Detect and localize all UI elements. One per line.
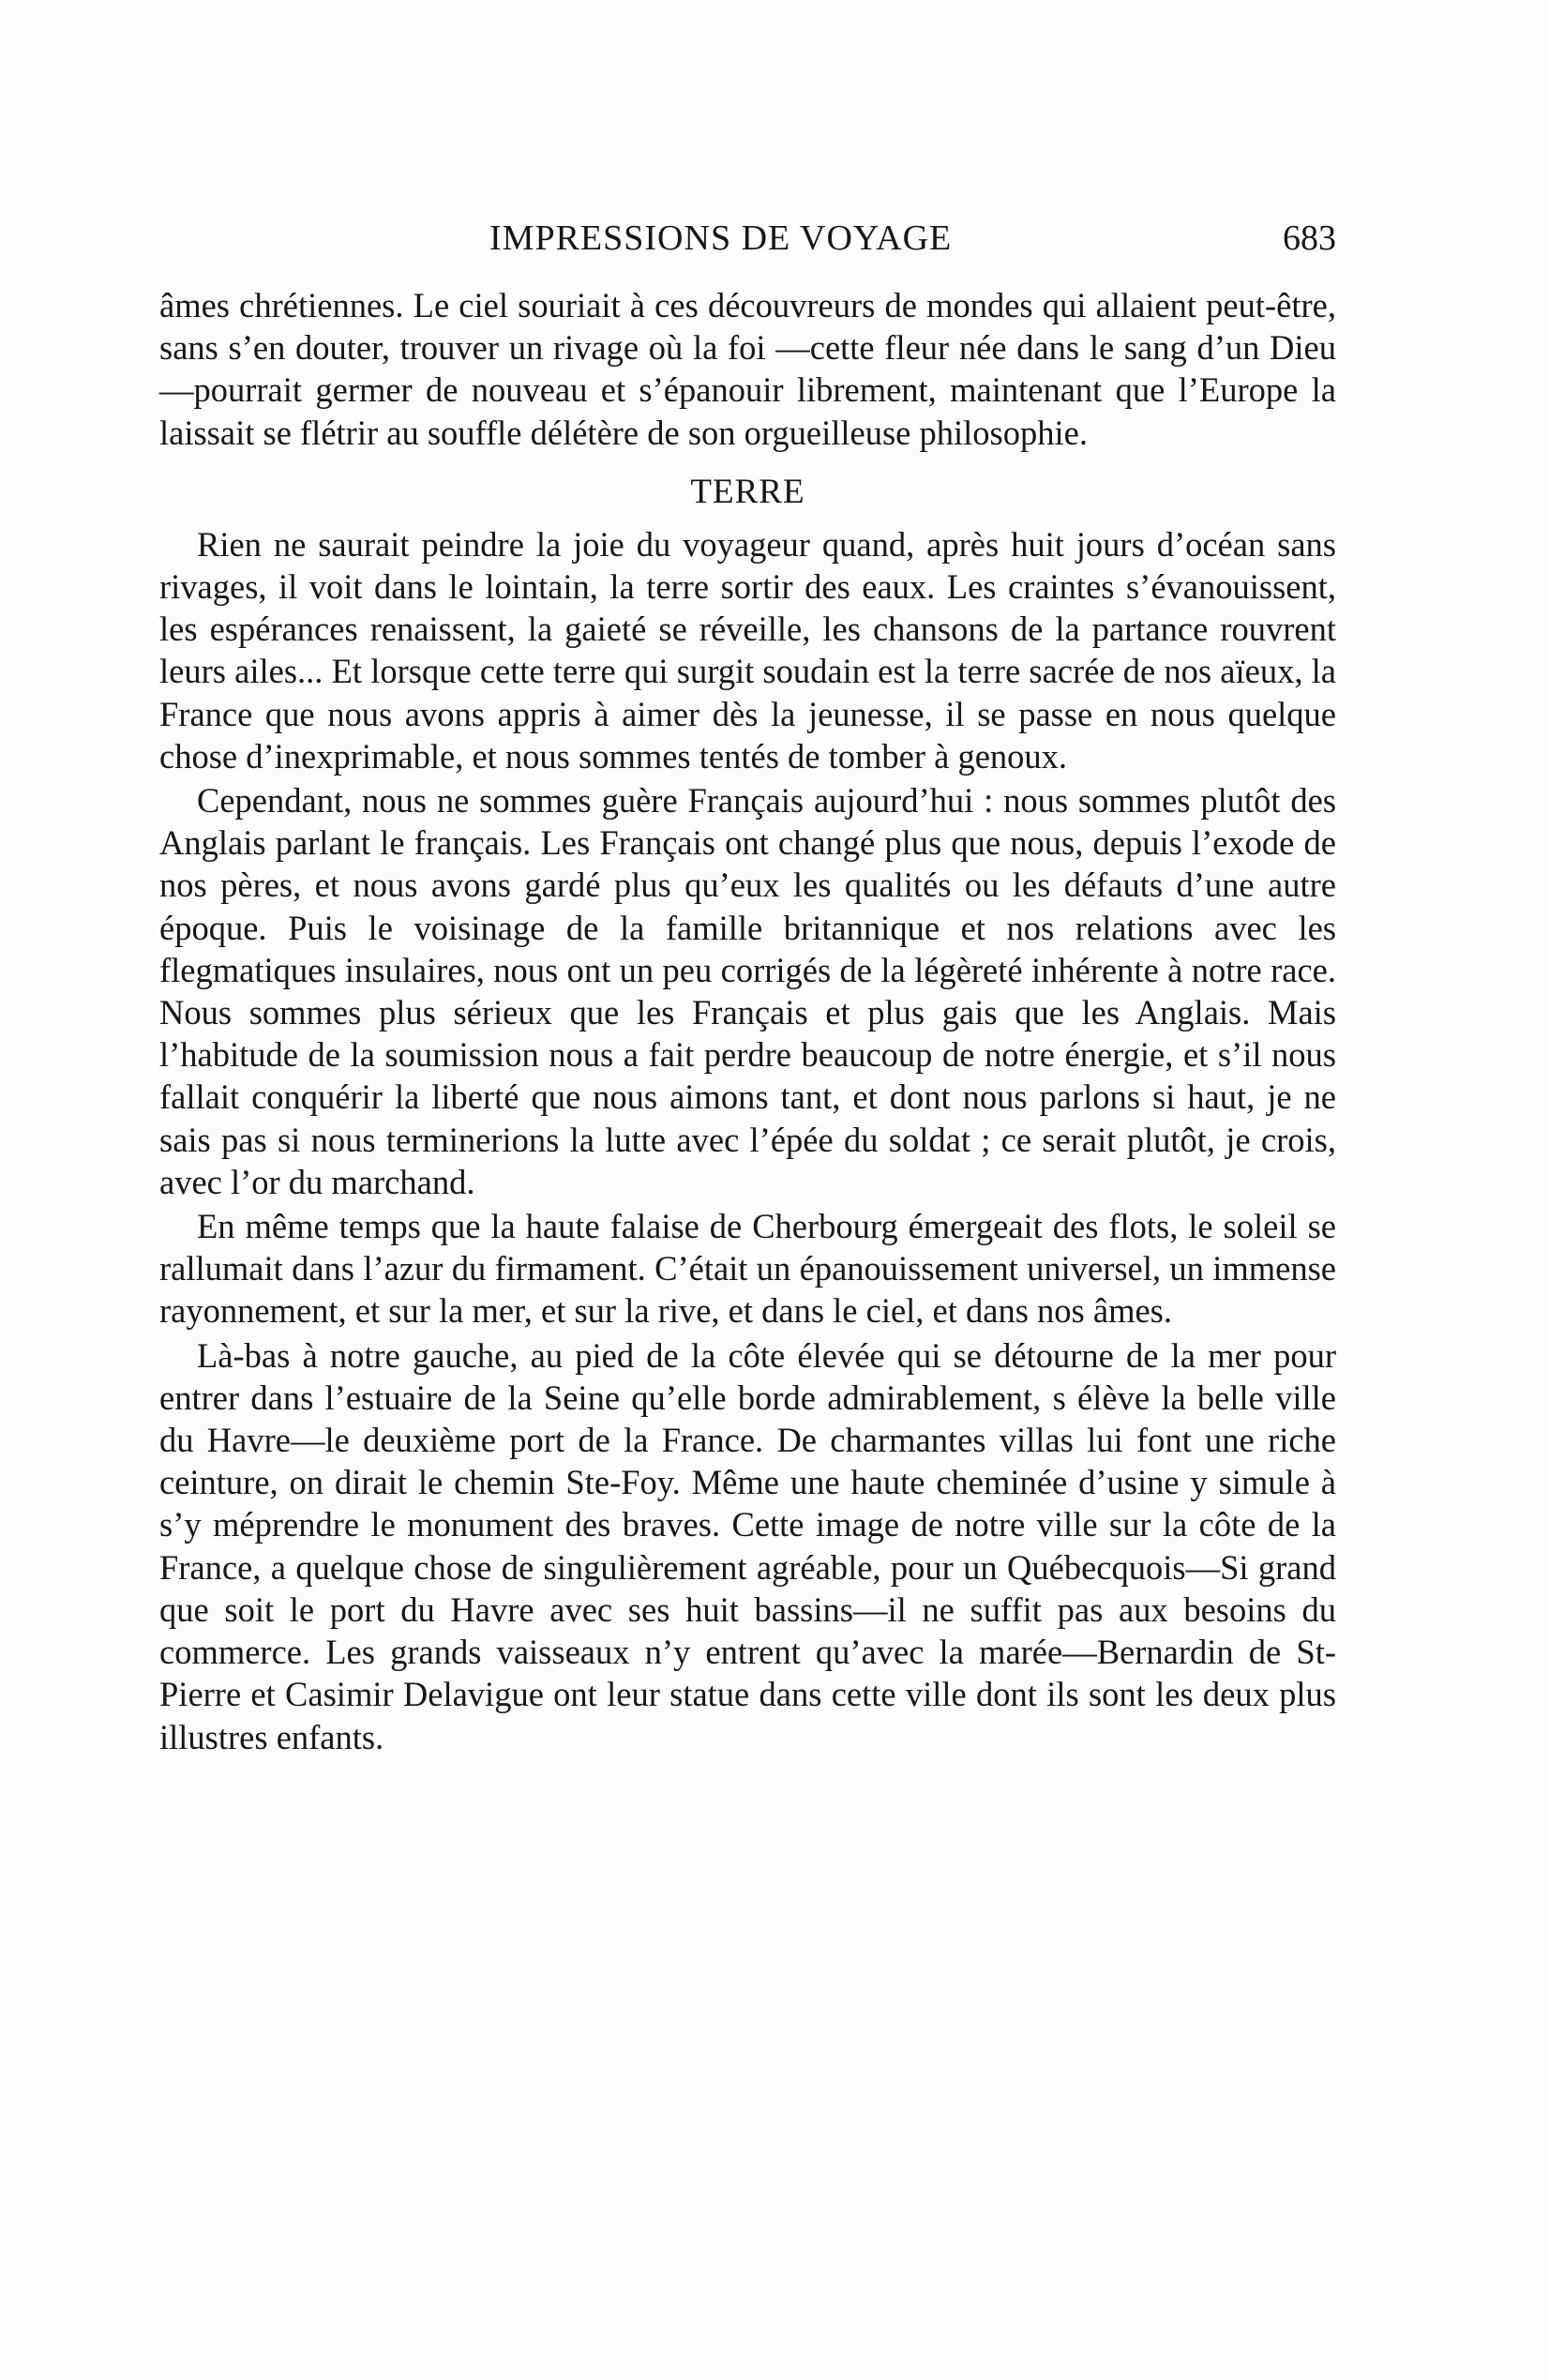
paragraph: En même temps que la haute falaise de Cherbourg émergeait des flots, le soleil se rallumait dans l’azur du firmament. C’était un épanouissement universel, un immense rayonnement, et sur la mer, et sur la rive, et dans le ciel, et dans nos âmes. <box>159 1207 1336 1331</box>
paragraph: Là-bas à notre gauche, au pied de la côte élevée qui se détourne de la mer pour entrer dans l’estuaire de la Seine qu’elle borde admirablement, s élève la belle ville du Havre—le deuxième port de la France. De charmantes villas lui font une riche ceinture, on dirait le chemin Ste-Foy. Même une haute cheminée d’usine y simule à s’y méprendre le monument des braves. Cette image de notre ville sur la côte de la France, a quelque chose de singulièrement agréable, pour un Québecquois—Si grand que soit le port du Havre avec ses huit bassins—il ne suffit pas aux besoins du commerce. Les grands vaisseaux n’y entrent qu’avec la marée—Bernardin de St-Pierre et Casimir Delavigue ont leur statue dans cette ville dont ils sont les deux plus illustres enfants. <box>159 1335 1336 1756</box>
body-text <box>159 284 1336 1758</box>
page-header <box>159 218 1336 264</box>
page-number: 683 <box>1283 218 1336 258</box>
section-heading: TERRE <box>690 472 805 511</box>
running-title: IMPRESSIONS DE VOYAGE <box>489 218 953 258</box>
paragraph: Rien ne saurait peindre la joie du voyageur quand, après huit jours d’océan sans rivages, il voit dans le lointain, la terre sortir des eaux. Les craintes s’évanouissent, les espérances renaissent, la gaieté se réveille, les chansons de la partance rouvrent leurs ailes... Et lorsque cette terre qui surgit soudain est la terre sacrée de nos aïeux, la France que nous avons appris à aimer dès la jeunesse, il se passe en nous quelque chose d’inexprimable, et nous sommes tentés de tomber à genoux. <box>159 524 1336 776</box>
paragraph-continued: âmes chrétiennes. Le ciel souriait à ces découvreurs de mondes qui allaient peut-être, sans s’en douter, trouver un rivage où la foi —cette fleur née dans le sang d’un Dieu—pourrait germer de nouveau et s’épanouir librement, maintenant que l’Europe la laissait se flétrir au souffle délétère de son orgueilleuse philosophie. <box>159 286 1336 452</box>
paragraph: Cependant, nous ne sommes guère Français aujourd’hui : nous sommes plutôt des Anglais parlant le français. Les Français ont changé plus que nous, depuis l’exode de nos pères, et nous avons gardé plus qu’eux les qualités ou les défauts d’une autre époque. Puis le voisinage de la famille britannique et nos relations avec les flegmatiques insulaires, nous ont un peu corrigés de la légèreté inhérente à notre race. Nous sommes plus sérieux que les Français et plus gais que les Anglais. Mais l’habitude de la soumission nous a fait perdre beaucoup de notre énergie, et s’il nous fallait conquérir la liberté que nous aimons tant, et dont nous parlons si haut, je ne sais pas si nous terminerions la lutte avec l’épée du soldat ; ce serait plutôt, je crois, avec l’or du marchand. <box>159 781 1336 1201</box>
